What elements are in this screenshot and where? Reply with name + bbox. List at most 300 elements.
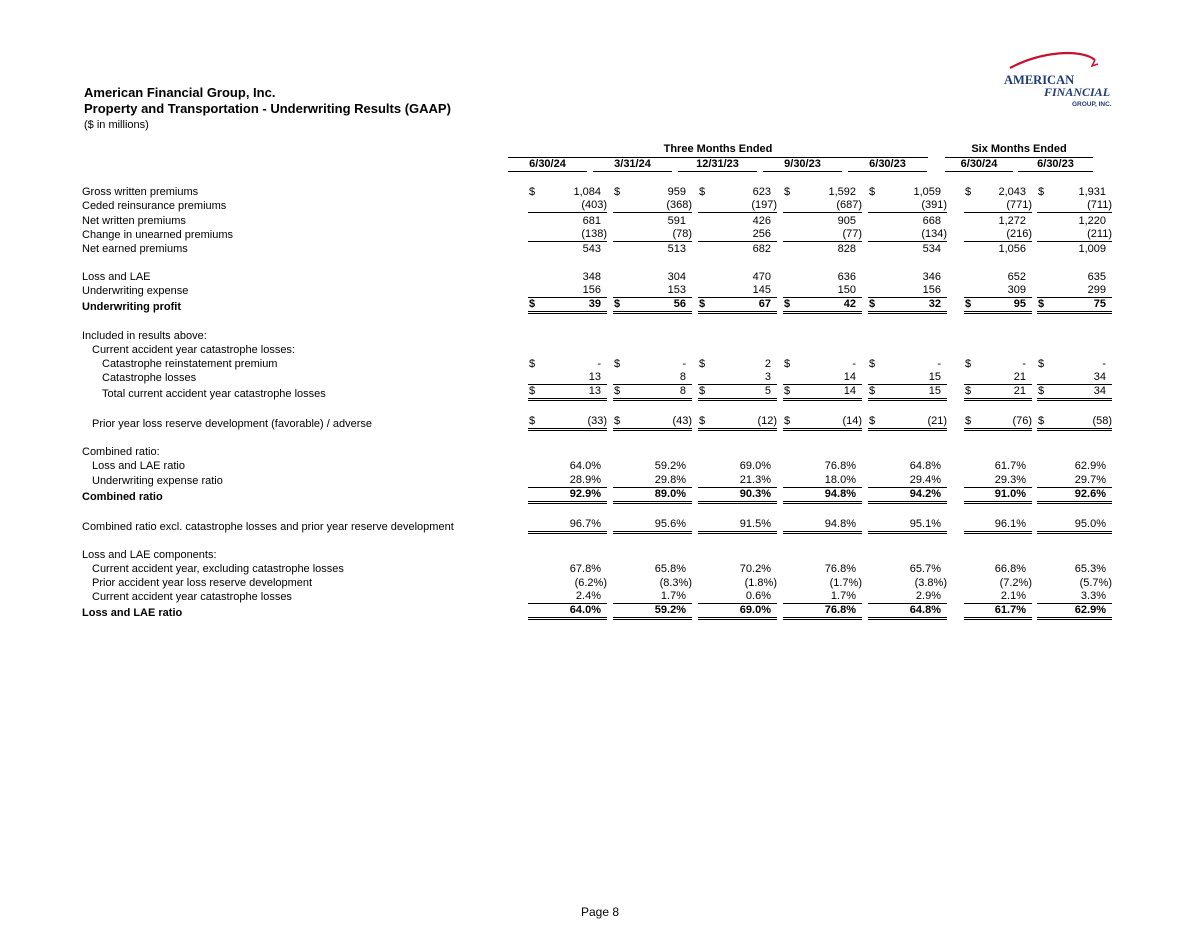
- value-cell: [783, 228, 862, 242]
- table-row: [82, 213, 1112, 227]
- cell-value: 76.8%: [824, 460, 856, 473]
- table-row: [82, 518, 1112, 534]
- value-cell: [528, 284, 607, 298]
- value-cell: [783, 199, 862, 213]
- value-cell: [1037, 298, 1112, 314]
- cell-value: 90.3%: [739, 487, 771, 500]
- value-cell: [698, 473, 777, 487]
- value-cell: [698, 357, 777, 371]
- cell-value: 5: [764, 385, 771, 398]
- value-cell: [698, 415, 777, 431]
- cell-value: (711): [1087, 199, 1112, 212]
- cell-value: 14: [843, 371, 856, 384]
- cell-value: 94.8%: [824, 487, 856, 500]
- units-note: ($ in millions): [84, 119, 149, 131]
- cell-value: (58): [1092, 415, 1112, 428]
- column-header: 12/31/23: [678, 158, 757, 172]
- cell-value: 66.8%: [994, 563, 1026, 575]
- value-cell: [783, 185, 862, 199]
- value-cell: [868, 357, 947, 371]
- value-cell: [868, 604, 947, 620]
- table-row: [82, 473, 1112, 487]
- currency-symbol: $: [699, 186, 706, 199]
- row-label: Loss and LAE components:: [82, 548, 217, 561]
- table-row: [82, 445, 1112, 459]
- cell-value: 15: [928, 371, 941, 384]
- currency-symbol: $: [784, 357, 791, 370]
- currency-symbol: $: [965, 385, 972, 398]
- value-cell: [1037, 185, 1112, 199]
- row-label: Prior year loss reserve development (favorable) / adverse: [92, 418, 373, 431]
- cell-value: 29.8%: [654, 473, 686, 486]
- value-cell: [613, 604, 692, 620]
- currency-symbol: $: [869, 385, 876, 398]
- currency-symbol: $: [614, 415, 621, 428]
- value-cell: [964, 298, 1032, 314]
- value-cell: [613, 213, 692, 227]
- value-cell: [868, 270, 947, 284]
- cell-value: 1,931: [1078, 186, 1106, 199]
- cell-value: 1.7%: [830, 590, 856, 603]
- currency-symbol: $: [965, 298, 972, 311]
- cell-value: 1,592: [828, 186, 856, 199]
- cell-value: 1,059: [913, 186, 941, 199]
- value-cell: [964, 459, 1032, 473]
- cell-value: 635: [1087, 271, 1106, 284]
- value-cell: [1037, 604, 1112, 620]
- value-cell: [528, 415, 607, 431]
- cell-value: 2.1%: [1000, 590, 1026, 603]
- value-cell: [1037, 590, 1112, 604]
- cell-value: (134): [921, 227, 947, 240]
- cell-value: 70.2%: [739, 563, 771, 575]
- row-label: Underwriting profit: [82, 301, 181, 314]
- table-row: [82, 590, 1112, 604]
- value-cell: [613, 415, 692, 431]
- company-logo: [1000, 50, 1118, 110]
- table-row: [82, 415, 1112, 431]
- cell-value: 1.7%: [660, 590, 686, 603]
- cell-value: 828: [837, 242, 856, 255]
- cell-value: 94.2%: [909, 487, 941, 500]
- cell-value: 34: [1093, 371, 1106, 384]
- column-header: 3/31/24: [593, 158, 672, 172]
- value-cell: [1037, 213, 1112, 227]
- cell-value: 8: [679, 371, 686, 384]
- cell-value: 94.8%: [824, 517, 856, 530]
- value-cell: [783, 590, 862, 604]
- cell-value: 1,084: [573, 186, 601, 199]
- cell-value: 96.1%: [994, 517, 1026, 530]
- value-cell: [964, 562, 1032, 576]
- cell-value: 21.3%: [739, 473, 771, 486]
- cell-value: 56: [673, 298, 686, 311]
- value-cell: [613, 228, 692, 242]
- value-cell: [1037, 357, 1112, 371]
- cell-value: (1.7%): [829, 577, 862, 590]
- currency-symbol: $: [1038, 415, 1045, 428]
- row-label: Total current accident year catastrophe losses: [102, 388, 326, 401]
- table-row: [82, 604, 1112, 620]
- row-label: Current accident year, excluding catastrophe losses: [92, 563, 344, 575]
- value-cell: [868, 213, 947, 227]
- report-title: Property and Transportation - Underwriting Results (GAAP): [84, 101, 451, 116]
- cell-value: 256: [752, 227, 771, 240]
- cell-value: 95.6%: [654, 517, 686, 530]
- value-cell: [698, 228, 777, 242]
- table-row: [82, 562, 1112, 576]
- cell-value: 8: [679, 385, 686, 398]
- currency-symbol: $: [869, 298, 876, 311]
- currency-symbol: $: [614, 357, 621, 370]
- table-row: [82, 576, 1112, 590]
- value-cell: [698, 385, 777, 401]
- value-cell: [868, 488, 947, 504]
- table-row: [82, 298, 1112, 314]
- cell-value: 623: [752, 186, 771, 199]
- table-row: [82, 459, 1112, 473]
- value-cell: [868, 284, 947, 298]
- value-cell: [1037, 459, 1112, 473]
- cell-value: 905: [837, 214, 856, 227]
- value-cell: [613, 199, 692, 213]
- currency-symbol: $: [529, 357, 536, 370]
- value-cell: [783, 213, 862, 227]
- value-cell: [698, 284, 777, 298]
- value-cell: [964, 242, 1032, 256]
- cell-value: 18.0%: [824, 473, 856, 486]
- column-header: 6/30/24: [508, 158, 587, 172]
- cell-value: (216): [1006, 227, 1032, 240]
- value-cell: [613, 459, 692, 473]
- value-cell: [528, 473, 607, 487]
- row-label: Current accident year catastrophe losses:: [92, 343, 295, 356]
- cell-value: 470: [752, 271, 771, 284]
- value-cell: [698, 518, 777, 534]
- cell-value: 13: [588, 371, 601, 384]
- spacer-row: [82, 256, 1112, 270]
- value-cell: [698, 213, 777, 227]
- cell-value: 92.9%: [569, 487, 601, 500]
- cell-value: (771): [1006, 199, 1032, 212]
- value-cell: [964, 576, 1032, 590]
- currency-symbol: $: [869, 415, 876, 428]
- value-cell: [698, 298, 777, 314]
- cell-value: 1,220: [1078, 214, 1106, 227]
- value-cell: [698, 459, 777, 473]
- value-cell: [964, 284, 1032, 298]
- cell-value: 1,009: [1078, 242, 1106, 255]
- cell-value: (211): [1087, 227, 1112, 240]
- cell-value: 69.0%: [739, 460, 771, 473]
- cell-value: 681: [582, 214, 601, 227]
- currency-symbol: $: [529, 186, 536, 199]
- value-cell: [613, 385, 692, 401]
- value-cell: [868, 242, 947, 256]
- underwriting-results-table: [82, 185, 1112, 620]
- value-cell: [868, 459, 947, 473]
- row-label: Prior accident year loss reserve development: [92, 577, 313, 590]
- row-label: Change in unearned premiums: [82, 228, 234, 241]
- cell-value: -: [937, 357, 941, 370]
- value-cell: [528, 185, 607, 199]
- cell-value: 67: [758, 298, 771, 311]
- value-cell: [964, 357, 1032, 371]
- cell-value: 591: [667, 214, 686, 227]
- row-label: Loss and LAE: [82, 271, 151, 284]
- cell-value: 348: [582, 271, 601, 284]
- cell-value: 346: [922, 271, 941, 284]
- currency-symbol: $: [784, 385, 791, 398]
- cell-value: 29.4%: [909, 473, 941, 486]
- cell-value: 95.1%: [909, 517, 941, 530]
- cell-value: 513: [667, 242, 686, 255]
- cell-value: 65.3%: [1074, 563, 1106, 575]
- spacer-row: [82, 314, 1112, 328]
- cell-value: (12): [757, 415, 777, 428]
- value-cell: [964, 185, 1032, 199]
- value-cell: [698, 242, 777, 256]
- cell-value: 91.0%: [994, 487, 1026, 500]
- value-cell: [528, 576, 607, 590]
- cell-value: -: [597, 357, 601, 370]
- value-cell: [783, 488, 862, 504]
- cell-value: 65.8%: [654, 563, 686, 575]
- column-header: 9/30/23: [763, 158, 842, 172]
- value-cell: [964, 228, 1032, 242]
- value-cell: [868, 590, 947, 604]
- currency-symbol: $: [614, 186, 621, 199]
- value-cell: [528, 518, 607, 534]
- currency-symbol: $: [1038, 357, 1045, 370]
- cell-value: 426: [752, 214, 771, 227]
- value-cell: [783, 604, 862, 620]
- table-row: [82, 357, 1112, 371]
- cell-value: (391): [921, 199, 947, 212]
- cell-value: 145: [752, 284, 771, 297]
- cell-value: 64.0%: [569, 460, 601, 473]
- cell-value: 2.4%: [575, 590, 601, 603]
- cell-value: (368): [666, 199, 692, 212]
- cell-value: (43): [672, 415, 692, 428]
- cell-value: 150: [837, 284, 856, 297]
- cell-value: (77): [842, 227, 862, 240]
- value-cell: [783, 415, 862, 431]
- cell-value: (78): [672, 227, 692, 240]
- value-cell: [783, 357, 862, 371]
- value-cell: [1037, 284, 1112, 298]
- cell-value: 156: [582, 284, 601, 297]
- value-cell: [1037, 371, 1112, 385]
- cell-value: 62.9%: [1074, 460, 1106, 473]
- row-label: Combined ratio:: [82, 446, 160, 459]
- value-cell: [698, 199, 777, 213]
- cell-value: 39: [588, 298, 601, 311]
- value-cell: [964, 270, 1032, 284]
- spacer-row: [82, 401, 1112, 415]
- value-cell: [613, 590, 692, 604]
- logo-line3: GROUP, INC.: [1072, 101, 1112, 108]
- value-cell: [698, 270, 777, 284]
- page-number: Page 8: [580, 905, 620, 919]
- row-label: Catastrophe reinstatement premium: [102, 357, 278, 370]
- table-row: [82, 488, 1112, 504]
- value-cell: [783, 385, 862, 401]
- cell-value: 2,043: [998, 186, 1026, 199]
- value-cell: [528, 357, 607, 371]
- table-row: [82, 284, 1112, 298]
- value-cell: [528, 213, 607, 227]
- row-label: Gross written premiums: [82, 186, 199, 199]
- value-cell: [698, 562, 777, 576]
- value-cell: [964, 213, 1032, 227]
- value-cell: [1037, 242, 1112, 256]
- value-cell: [868, 371, 947, 385]
- row-label: Combined ratio excl. catastrophe losses and prior year reserve development: [82, 520, 454, 533]
- cell-value: 21: [1013, 371, 1026, 384]
- value-cell: [613, 242, 692, 256]
- cell-value: (197): [751, 199, 777, 212]
- cell-value: 28.9%: [569, 473, 601, 486]
- row-label: Net written premiums: [82, 214, 186, 227]
- row-label: Loss and LAE ratio: [82, 607, 183, 620]
- value-cell: [528, 459, 607, 473]
- cell-value: 95.0%: [1074, 517, 1106, 530]
- value-cell: [528, 228, 607, 242]
- cell-value: 668: [922, 214, 941, 227]
- cell-value: 29.7%: [1074, 473, 1106, 486]
- value-cell: [964, 604, 1032, 620]
- cell-value: (138): [581, 227, 607, 240]
- value-cell: [868, 576, 947, 590]
- value-cell: [1037, 415, 1112, 431]
- logo-line2: FINANCIAL: [1044, 85, 1111, 99]
- row-label: Underwriting expense ratio: [92, 474, 223, 487]
- cell-value: 652: [1007, 271, 1026, 284]
- table-row: [82, 185, 1112, 199]
- table-row: [82, 242, 1112, 256]
- value-cell: [1037, 488, 1112, 504]
- value-cell: [783, 270, 862, 284]
- group-six-months: Six Months Ended: [945, 143, 1093, 158]
- cell-value: 92.6%: [1074, 487, 1106, 500]
- cell-value: -: [1022, 357, 1026, 370]
- value-cell: [783, 562, 862, 576]
- cell-value: 21: [1013, 385, 1026, 398]
- value-cell: [783, 371, 862, 385]
- cell-value: -: [1102, 357, 1106, 370]
- cell-value: 153: [667, 284, 686, 297]
- cell-value: 75: [1093, 298, 1106, 311]
- value-cell: [1037, 199, 1112, 213]
- value-cell: [698, 604, 777, 620]
- cell-value: (14): [842, 415, 862, 428]
- currency-symbol: $: [1038, 298, 1045, 311]
- value-cell: [868, 185, 947, 199]
- currency-symbol: $: [965, 415, 972, 428]
- value-cell: [528, 385, 607, 401]
- currency-symbol: $: [699, 357, 706, 370]
- value-cell: [528, 488, 607, 504]
- value-cell: [1037, 228, 1112, 242]
- cell-value: 69.0%: [739, 604, 771, 617]
- value-cell: [964, 590, 1032, 604]
- logo-swoosh-icon: [1010, 53, 1095, 68]
- cell-value: 64.0%: [569, 604, 601, 617]
- value-cell: [1037, 518, 1112, 534]
- table-row: [82, 328, 1112, 342]
- cell-value: 15: [928, 385, 941, 398]
- cell-value: 96.7%: [569, 517, 601, 530]
- cell-value: 13: [588, 385, 601, 398]
- cell-value: 299: [1087, 284, 1106, 297]
- value-cell: [783, 298, 862, 314]
- cell-value: (21): [927, 415, 947, 428]
- value-cell: [528, 242, 607, 256]
- value-cell: [613, 488, 692, 504]
- cell-value: 76.8%: [824, 604, 856, 617]
- cell-value: 3.3%: [1080, 590, 1106, 603]
- value-cell: [868, 415, 947, 431]
- currency-symbol: $: [1038, 385, 1045, 398]
- cell-value: 61.7%: [994, 460, 1026, 473]
- cell-value: 682: [752, 242, 771, 255]
- row-label: Catastrophe losses: [102, 372, 197, 385]
- value-cell: [964, 385, 1032, 401]
- cell-value: 59.2%: [654, 460, 686, 473]
- cell-value: 2.9%: [915, 590, 941, 603]
- row-label: Underwriting expense: [82, 285, 189, 298]
- value-cell: [613, 518, 692, 534]
- cell-value: (687): [836, 199, 862, 212]
- cell-value: 59.2%: [654, 604, 686, 617]
- value-cell: [964, 518, 1032, 534]
- value-cell: [868, 199, 947, 213]
- cell-value: (403): [581, 199, 607, 212]
- value-cell: [613, 270, 692, 284]
- cell-value: 64.8%: [909, 460, 941, 473]
- currency-symbol: $: [965, 357, 972, 370]
- value-cell: [698, 371, 777, 385]
- value-cell: [868, 518, 947, 534]
- value-cell: [868, 562, 947, 576]
- row-label: Included in results above:: [82, 329, 207, 342]
- value-cell: [528, 562, 607, 576]
- cell-value: 42: [843, 298, 856, 311]
- currency-symbol: $: [529, 298, 536, 311]
- row-label: Loss and LAE ratio: [92, 460, 185, 473]
- value-cell: [528, 371, 607, 385]
- cell-value: (6.2%): [574, 577, 607, 590]
- currency-symbol: $: [965, 186, 972, 199]
- currency-symbol: $: [614, 298, 621, 311]
- cell-value: 309: [1007, 284, 1026, 297]
- currency-symbol: $: [529, 415, 536, 428]
- currency-symbol: $: [869, 357, 876, 370]
- cell-value: 14: [843, 385, 856, 398]
- row-label: Combined ratio: [82, 490, 163, 503]
- value-cell: [783, 576, 862, 590]
- value-cell: [528, 270, 607, 284]
- column-header: 6/30/23: [848, 158, 927, 172]
- cell-value: (7.2%): [999, 577, 1032, 590]
- logo-line1: AMERICAN: [1004, 73, 1075, 87]
- value-cell: [964, 199, 1032, 213]
- value-cell: [528, 604, 607, 620]
- value-cell: [613, 185, 692, 199]
- value-cell: [783, 473, 862, 487]
- cell-value: (5.7%): [1079, 577, 1112, 590]
